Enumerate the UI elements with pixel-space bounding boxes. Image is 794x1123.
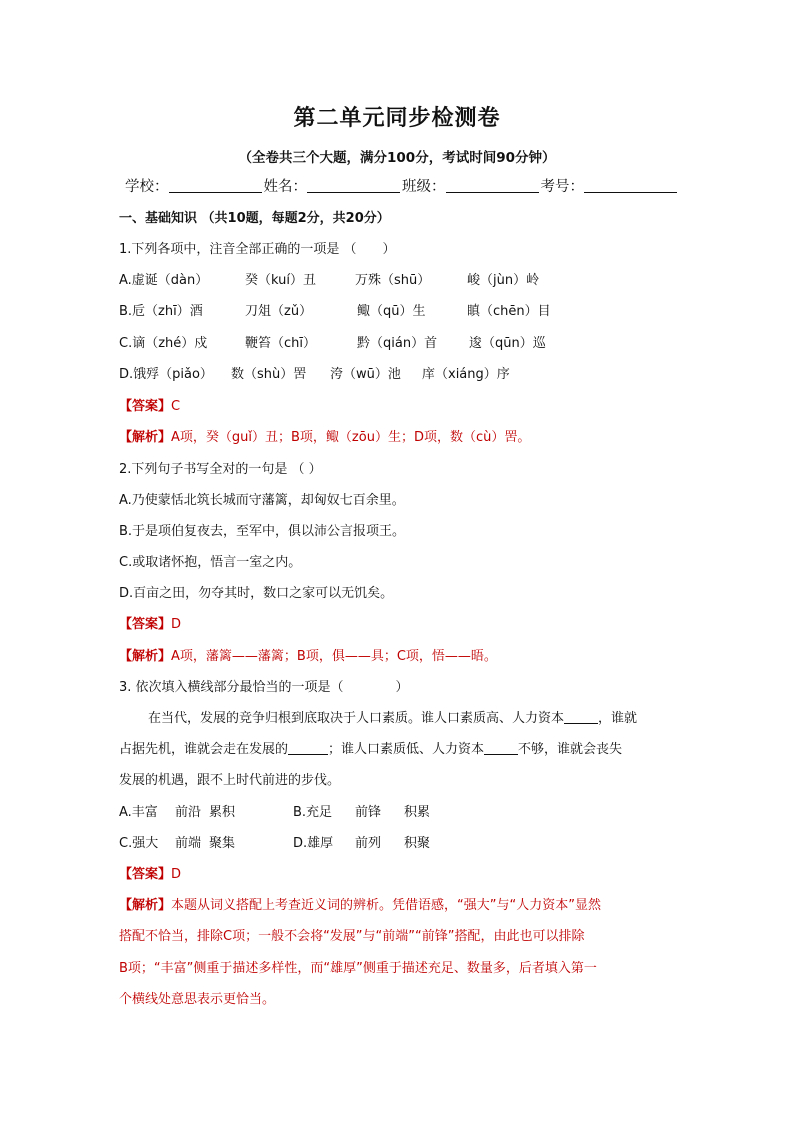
q2-option-c: C.或取诸怀抱，悟言一室之内。 [119,555,302,570]
school-label: 学校： [125,179,169,195]
q3-a-2: 前沿 [175,805,202,820]
analysis-tag: 【解析】 [119,649,172,664]
answer-tag: 【答案】 [119,867,172,882]
q3-d-2: 前列 [355,836,382,851]
q1-d-4: 庠（xiáng）序 [422,367,510,382]
q3-option-c: C.强大 [119,836,159,851]
q3-passage-line-3: 发展的机遇，跟不上时代前进的步伐。 [119,773,341,788]
q1-b-4: 瞋（chēn）目 [467,304,551,319]
q2-option-b: B.于是项伯复夜去，至军中，俱以沛公言报项王。 [119,524,406,539]
q1-a-1: A.虚诞（dàn） [119,273,209,288]
answer-value: D [171,867,182,882]
q1-option-c [119,332,546,351]
q3-option-row-2 [119,832,430,851]
q3-analysis-line-4: 个横线处意思表示更恰当。 [119,992,276,1007]
q1-d-3: 洿（wū）池 [330,367,401,382]
q1-b-2: 刀俎（zǔ） [245,304,313,319]
name-blank[interactable] [307,178,400,193]
exam-number-blank[interactable] [584,178,677,193]
q2-stem: 2.下列句子书写全对的一句是 （ ） [119,462,322,477]
answer-value: D [171,617,182,632]
analysis-tag: 【解析】 [119,430,172,445]
passage-blank-2 [288,742,328,755]
class-label: 班级： [402,179,446,195]
q1-a-2: 癸（kuí）丑 [245,273,316,288]
passage-text: 在当代，发展的竞争归根到底取决于人口素质。谁人口素质高、人力资本 [148,711,565,726]
q1-a-3: 万殊（shū） [355,273,431,288]
q3-a-3: 累积 [209,805,236,820]
analysis-text: A项，藩篱——藩篱；B项，俱——具；C项，悟——晤。 [171,649,497,664]
analysis-text: A项，癸（guǐ）丑；B项，鲰（zōu）生；D项，数（cù）罟。 [171,430,531,445]
q1-c-3: 黔（qián）首 [357,336,438,351]
q3-passage-line-2 [119,738,622,757]
q3-option-d: D.雄厚 [293,836,334,851]
q1-d-2: 数（shù）罟 [231,367,307,382]
answer-tag: 【答案】 [119,617,172,632]
q1-option-d [119,363,510,382]
analysis-text: 本题从词义搭配上考查近义词的辨析。凭借语感，“强大”与“人力资本”显然 [171,898,601,913]
q3-analysis-line-3: B项；“丰富”侧重于描述多样性，而“雄厚”侧重于描述充足、数量多，后者填入第一 [119,961,597,976]
q3-b-2: 前锋 [355,805,382,820]
name-label: 姓名： [263,179,307,195]
q1-a-4: 峻（jùn）岭 [467,273,540,288]
q3-b-3: 积累 [404,805,431,820]
q1-option-b [119,300,551,319]
q2-option-d: D.百亩之田，勿夺其时，数口之家可以无饥矣。 [119,586,394,601]
q2-answer [119,613,181,632]
passage-text: 不够，谁就会丧失 [518,742,623,757]
q3-option-a: A.丰富 [119,805,158,820]
q1-c-1: C.谪（zhé）戍 [119,336,208,351]
q3-analysis-line-1 [119,894,601,913]
q3-option-b: B.充足 [293,805,333,820]
q2-analysis [119,645,497,664]
q1-option-a [119,269,539,288]
class-blank[interactable] [446,178,539,193]
school-blank[interactable] [169,178,262,193]
q1-c-2: 鞭笞（chī） [245,336,316,351]
q3-stem: 3. 依次填入横线部分最恰当的一项是（ ） [119,680,409,695]
q2-option-a: A.乃使蒙恬北筑长城而守藩篱，却匈奴七百余里。 [119,493,405,508]
answer-value: C [171,399,181,414]
passage-text: ；谁人口素质低、人力资本 [328,742,485,757]
q1-b-1: B.卮（zhī）酒 [119,304,203,319]
page-title: 第二单元同步检测卷 [293,106,501,131]
section-heading: 一、基础知识 （共10题，每题2分，共20分） [119,211,390,226]
q3-answer [119,863,181,882]
passage-text: ，谁就 [598,711,638,726]
q1-analysis [119,426,530,445]
q3-c-3: 聚集 [209,836,236,851]
q1-answer [119,395,180,414]
page-subtitle: （全卷共三个大题，满分100分，考试时间90分钟） [238,150,556,166]
q1-d-1: D.饿殍（piǎo） [119,367,213,382]
q3-c-2: 前端 [175,836,202,851]
q1-stem: 1.下列各项中，注音全部正确的一项是 （ ） [119,242,396,257]
q3-d-3: 积聚 [404,836,431,851]
passage-text: 占据先机，谁就会走在发展的 [119,742,289,757]
q1-b-3: 鲰（qū）生 [357,304,426,319]
student-info-row [125,175,679,196]
q3-passage-line-1 [148,707,637,726]
q3-option-row-1 [119,801,430,820]
passage-blank-1 [564,711,598,724]
q3-analysis-line-2: 搭配不恰当，排除C项；一般不会将“发展”与“前端”“前锋”搭配，由此也可以排除 [119,929,585,944]
exam-number-label: 考号： [540,179,584,195]
passage-blank-3 [484,742,518,755]
analysis-tag: 【解析】 [119,898,172,913]
q1-c-4: 逡（qūn）巡 [469,336,546,351]
answer-tag: 【答案】 [119,399,172,414]
